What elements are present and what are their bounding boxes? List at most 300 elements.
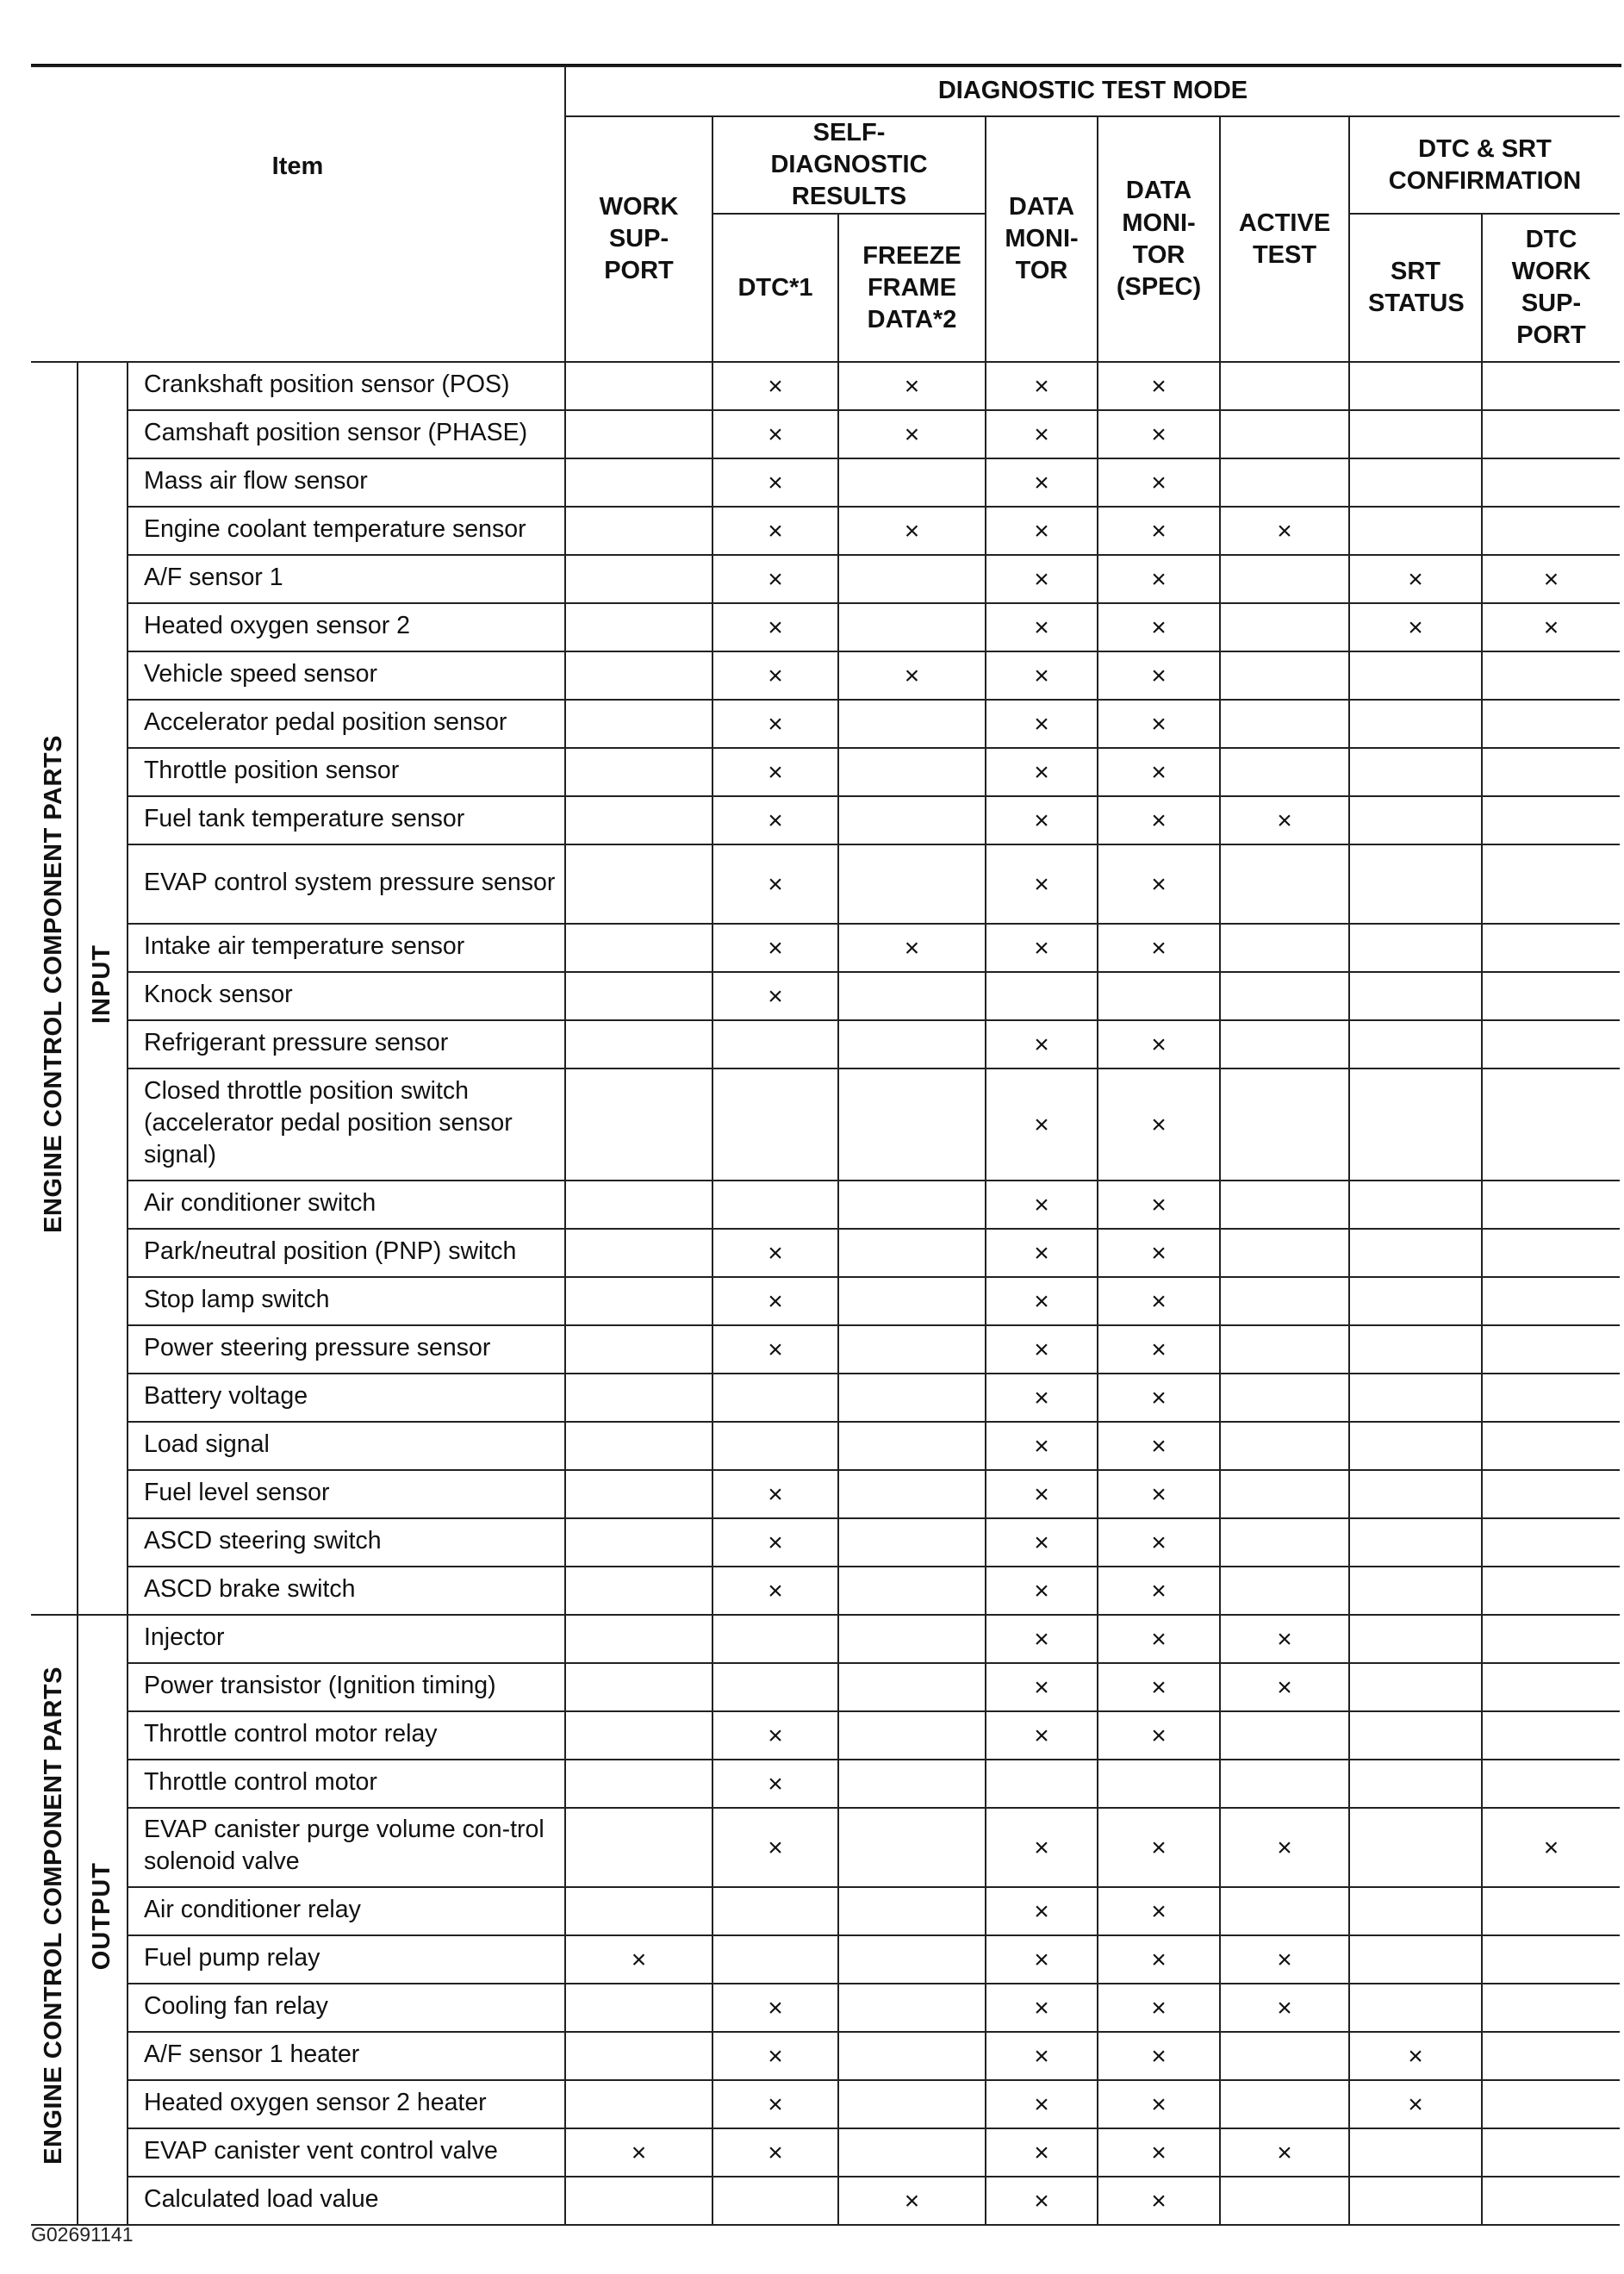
empty-cell <box>1349 2128 1482 2177</box>
check-mark: × <box>1349 2032 1482 2080</box>
item-name: Stop lamp switch <box>128 1277 565 1325</box>
header-data-monitor-spec: DATA MONI-TOR (SPEC) <box>1098 116 1220 362</box>
table-row <box>31 972 1620 1020</box>
empty-cell <box>1482 1760 1620 1808</box>
check-mark: × <box>1098 1422 1220 1470</box>
table-row <box>31 1663 1620 1711</box>
item-name: Fuel pump relay <box>128 1935 565 1984</box>
empty-cell <box>838 1422 986 1470</box>
empty-cell <box>565 1422 712 1470</box>
table-row <box>31 410 1620 458</box>
empty-cell <box>1349 1020 1482 1068</box>
check-mark: × <box>1098 1229 1220 1277</box>
empty-cell <box>838 1325 986 1374</box>
header-dtc: DTC*1 <box>712 214 838 362</box>
category-text: ENGINE CONTROL COMPONENT PARTS <box>39 1667 67 2165</box>
check-mark: × <box>712 700 838 748</box>
empty-cell <box>1349 1229 1482 1277</box>
check-mark: × <box>712 1277 838 1325</box>
check-mark: × <box>1220 1615 1349 1663</box>
empty-cell <box>1220 1567 1349 1615</box>
empty-cell <box>1349 700 1482 748</box>
check-mark: × <box>712 362 838 410</box>
empty-cell <box>565 1181 712 1229</box>
item-name: Crankshaft position sensor (POS) <box>128 362 565 410</box>
check-mark: × <box>1098 1663 1220 1711</box>
empty-cell <box>838 458 986 507</box>
empty-cell <box>838 1518 986 1567</box>
check-mark: × <box>712 1984 838 2032</box>
item-name: Power transistor (Ignition timing) <box>128 1663 565 1711</box>
empty-cell <box>1482 1887 1620 1935</box>
item-name: Engine coolant temperature sensor <box>128 507 565 555</box>
check-mark: × <box>712 1567 838 1615</box>
check-mark: × <box>986 2080 1098 2128</box>
check-mark: × <box>1098 1068 1220 1181</box>
check-mark: × <box>1349 603 1482 651</box>
empty-cell <box>565 2032 712 2080</box>
input-section <box>31 362 1620 1615</box>
empty-cell <box>986 1760 1098 1808</box>
check-mark: × <box>712 2032 838 2080</box>
empty-cell <box>838 1374 986 1422</box>
table-row <box>31 1229 1620 1277</box>
empty-cell <box>1349 1935 1482 1984</box>
table-row <box>31 1277 1620 1325</box>
empty-cell <box>565 362 712 410</box>
check-mark: × <box>986 2128 1098 2177</box>
item-name: Park/neutral position (PNP) switch <box>128 1229 565 1277</box>
diagnostic-table-container <box>31 65 1620 2226</box>
item-name: EVAP canister vent control valve <box>128 2128 565 2177</box>
table-row <box>31 1518 1620 1567</box>
empty-cell <box>1482 1374 1620 1422</box>
table-row <box>31 1068 1620 1181</box>
empty-cell <box>1349 924 1482 972</box>
check-mark: × <box>712 924 838 972</box>
check-mark: × <box>986 2177 1098 2225</box>
header-active-test: ACTIVE TEST <box>1220 116 1349 362</box>
empty-cell <box>838 1068 986 1181</box>
check-mark: × <box>1098 507 1220 555</box>
empty-cell <box>1482 651 1620 700</box>
empty-cell <box>1349 507 1482 555</box>
check-mark: × <box>1098 748 1220 796</box>
empty-cell <box>1220 2177 1349 2225</box>
empty-cell <box>565 1068 712 1181</box>
check-mark: × <box>1098 700 1220 748</box>
empty-cell <box>838 1020 986 1068</box>
table-row <box>31 924 1620 972</box>
check-mark: × <box>986 1567 1098 1615</box>
item-name: Vehicle speed sensor <box>128 651 565 700</box>
empty-cell <box>712 1887 838 1935</box>
check-mark: × <box>1098 1984 1220 2032</box>
check-mark: × <box>1098 1808 1220 1887</box>
empty-cell <box>565 1663 712 1711</box>
item-name: Cooling fan relay <box>128 1984 565 2032</box>
check-mark: × <box>712 1470 838 1518</box>
empty-cell <box>1349 1567 1482 1615</box>
item-name: Injector <box>128 1615 565 1663</box>
empty-cell <box>565 1887 712 1935</box>
empty-cell <box>1482 1935 1620 1984</box>
table-row <box>31 2032 1620 2080</box>
empty-cell <box>1482 924 1620 972</box>
empty-cell <box>1220 844 1349 924</box>
empty-cell <box>712 1020 838 1068</box>
table-header <box>31 66 1620 362</box>
header-freeze-frame-data: FREEZE FRAME DATA*2 <box>838 214 986 362</box>
empty-cell <box>1349 1422 1482 1470</box>
empty-cell <box>565 2080 712 2128</box>
empty-cell <box>1220 651 1349 700</box>
empty-cell <box>565 1808 712 1887</box>
check-mark: × <box>986 924 1098 972</box>
table-row <box>31 603 1620 651</box>
empty-cell <box>1349 748 1482 796</box>
item-name: Intake air temperature sensor <box>128 924 565 972</box>
check-mark: × <box>1220 1935 1349 1984</box>
empty-cell <box>1482 507 1620 555</box>
table-row <box>31 1711 1620 1760</box>
empty-cell <box>565 796 712 844</box>
check-mark: × <box>986 507 1098 555</box>
empty-cell <box>1220 362 1349 410</box>
empty-cell <box>1220 972 1349 1020</box>
check-mark: × <box>1098 410 1220 458</box>
check-mark: × <box>838 362 986 410</box>
item-name: Throttle position sensor <box>128 748 565 796</box>
empty-cell <box>1220 1181 1349 1229</box>
empty-cell <box>1220 748 1349 796</box>
empty-cell <box>1220 1422 1349 1470</box>
empty-cell <box>1220 924 1349 972</box>
check-mark: × <box>712 507 838 555</box>
empty-cell <box>1349 1887 1482 1935</box>
empty-cell <box>1482 1422 1620 1470</box>
check-mark: × <box>712 972 838 1020</box>
table-row <box>31 1615 1620 1663</box>
check-mark: × <box>1098 555 1220 603</box>
empty-cell <box>1098 1760 1220 1808</box>
empty-cell <box>565 1518 712 1567</box>
empty-cell <box>1482 1277 1620 1325</box>
check-mark: × <box>1098 1374 1220 1422</box>
check-mark: × <box>838 924 986 972</box>
check-mark: × <box>1220 1663 1349 1711</box>
subgroup-text: OUTPUT <box>88 1861 116 1970</box>
empty-cell <box>565 1711 712 1760</box>
check-mark: × <box>1220 796 1349 844</box>
empty-cell <box>1220 1374 1349 1422</box>
check-mark: × <box>986 700 1098 748</box>
check-mark: × <box>565 2128 712 2177</box>
header-self-diagnostic-results: SELF-DIAGNOSTIC RESULTS <box>712 116 986 214</box>
empty-cell <box>1349 1325 1482 1374</box>
empty-cell <box>838 2032 986 2080</box>
empty-cell <box>1482 1181 1620 1229</box>
subgroup-label-input <box>78 362 128 1615</box>
empty-cell <box>1349 458 1482 507</box>
table-row <box>31 700 1620 748</box>
empty-cell <box>712 1422 838 1470</box>
check-mark: × <box>1220 507 1349 555</box>
item-name: Air conditioner relay <box>128 1887 565 1935</box>
item-name: Fuel tank temperature sensor <box>128 796 565 844</box>
check-mark: × <box>712 796 838 844</box>
empty-cell <box>565 410 712 458</box>
empty-cell <box>565 748 712 796</box>
check-mark: × <box>838 2177 986 2225</box>
check-mark: × <box>986 651 1098 700</box>
header-dtc-work-support: DTC WORK SUP-PORT <box>1482 214 1620 362</box>
table-row <box>31 362 1620 410</box>
empty-cell <box>1482 972 1620 1020</box>
empty-cell <box>565 507 712 555</box>
empty-cell <box>1220 2080 1349 2128</box>
empty-cell <box>565 924 712 972</box>
item-name: Throttle control motor <box>128 1760 565 1808</box>
item-name: Battery voltage <box>128 1374 565 1422</box>
empty-cell <box>838 748 986 796</box>
empty-cell <box>1220 1229 1349 1277</box>
check-mark: × <box>1098 1887 1220 1935</box>
check-mark: × <box>986 1020 1098 1068</box>
empty-cell <box>712 1663 838 1711</box>
check-mark: × <box>712 410 838 458</box>
check-mark: × <box>1098 1935 1220 1984</box>
empty-cell <box>1349 1808 1482 1887</box>
empty-cell <box>565 1615 712 1663</box>
check-mark: × <box>838 651 986 700</box>
check-mark: × <box>986 2032 1098 2080</box>
check-mark: × <box>986 1470 1098 1518</box>
empty-cell <box>1482 700 1620 748</box>
table-row <box>31 2080 1620 2128</box>
empty-cell <box>1220 2032 1349 2080</box>
table-row <box>31 507 1620 555</box>
empty-cell <box>986 972 1098 1020</box>
check-mark: × <box>986 1615 1098 1663</box>
empty-cell <box>838 1567 986 1615</box>
empty-cell <box>838 1808 986 1887</box>
table-row <box>31 1374 1620 1422</box>
table-row <box>31 2177 1620 2225</box>
empty-cell <box>565 1020 712 1068</box>
header-diagnostic-test-mode: DIAGNOSTIC TEST MODE <box>565 66 1620 116</box>
item-name: Heated oxygen sensor 2 <box>128 603 565 651</box>
empty-cell <box>712 1935 838 1984</box>
empty-cell <box>838 603 986 651</box>
empty-cell <box>838 1984 986 2032</box>
figure-code: G02691141 <box>31 2223 134 2246</box>
empty-cell <box>1220 555 1349 603</box>
empty-cell <box>838 1470 986 1518</box>
empty-cell <box>1349 1181 1482 1229</box>
check-mark: × <box>712 844 838 924</box>
empty-cell <box>1482 2177 1620 2225</box>
empty-cell <box>1349 844 1482 924</box>
item-name: Throttle control motor relay <box>128 1711 565 1760</box>
header-work-support: WORK SUP-PORT <box>565 116 712 362</box>
check-mark: × <box>986 1984 1098 2032</box>
empty-cell <box>565 1984 712 2032</box>
check-mark: × <box>986 1887 1098 1935</box>
empty-cell <box>565 1229 712 1277</box>
check-mark: × <box>1098 2080 1220 2128</box>
empty-cell <box>565 1470 712 1518</box>
empty-cell <box>1482 1711 1620 1760</box>
check-mark: × <box>1220 1808 1349 1887</box>
check-mark: × <box>1098 1181 1220 1229</box>
table-row <box>31 1808 1620 1887</box>
table-row <box>31 2128 1620 2177</box>
check-mark: × <box>986 1374 1098 1422</box>
check-mark: × <box>712 603 838 651</box>
check-mark: × <box>1220 2128 1349 2177</box>
check-mark: × <box>712 2128 838 2177</box>
item-name: A/F sensor 1 <box>128 555 565 603</box>
table-row <box>31 796 1620 844</box>
item-name: Fuel level sensor <box>128 1470 565 1518</box>
empty-cell <box>1482 1615 1620 1663</box>
item-name: EVAP control system pressure sensor <box>128 844 565 924</box>
empty-cell <box>565 651 712 700</box>
item-name: Refrigerant pressure sensor <box>128 1020 565 1068</box>
empty-cell <box>1349 1277 1482 1325</box>
empty-cell <box>838 2080 986 2128</box>
check-mark: × <box>986 1518 1098 1567</box>
empty-cell <box>838 1711 986 1760</box>
empty-cell <box>1482 362 1620 410</box>
check-mark: × <box>1098 1567 1220 1615</box>
item-name: ASCD steering switch <box>128 1518 565 1567</box>
check-mark: × <box>1098 362 1220 410</box>
header-data-monitor: DATA MONI-TOR <box>986 116 1098 362</box>
check-mark: × <box>986 1663 1098 1711</box>
empty-cell <box>1482 1325 1620 1374</box>
empty-cell <box>1349 1760 1482 1808</box>
empty-cell <box>1482 796 1620 844</box>
check-mark: × <box>1098 2177 1220 2225</box>
check-mark: × <box>1098 603 1220 651</box>
empty-cell <box>1349 796 1482 844</box>
empty-cell <box>1220 410 1349 458</box>
item-name: Power steering pressure sensor <box>128 1325 565 1374</box>
header-item: Item <box>31 66 565 362</box>
check-mark: × <box>1098 1470 1220 1518</box>
empty-cell <box>1349 1068 1482 1181</box>
empty-cell <box>1482 2080 1620 2128</box>
check-mark: × <box>986 844 1098 924</box>
check-mark: × <box>838 410 986 458</box>
empty-cell <box>565 603 712 651</box>
header-srt-status: SRT STATUS <box>1349 214 1482 362</box>
item-name: Accelerator pedal position sensor <box>128 700 565 748</box>
header-dtc-srt-confirmation: DTC & SRT CONFIRMATION <box>1349 116 1620 214</box>
output-section <box>31 1615 1620 2225</box>
table-row <box>31 555 1620 603</box>
check-mark: × <box>712 1518 838 1567</box>
check-mark: × <box>986 1711 1098 1760</box>
check-mark: × <box>712 1808 838 1887</box>
empty-cell <box>1220 1277 1349 1325</box>
check-mark: × <box>712 1229 838 1277</box>
check-mark: × <box>1098 844 1220 924</box>
check-mark: × <box>1098 2128 1220 2177</box>
check-mark: × <box>986 362 1098 410</box>
empty-cell <box>838 1887 986 1935</box>
empty-cell <box>712 1615 838 1663</box>
empty-cell <box>838 844 986 924</box>
table-row <box>31 458 1620 507</box>
empty-cell <box>1482 1984 1620 2032</box>
item-name: Mass air flow sensor <box>128 458 565 507</box>
empty-cell <box>1220 1711 1349 1760</box>
empty-cell <box>565 458 712 507</box>
check-mark: × <box>1098 1020 1220 1068</box>
item-name: Heated oxygen sensor 2 heater <box>128 2080 565 2128</box>
empty-cell <box>1349 2177 1482 2225</box>
empty-cell <box>1220 603 1349 651</box>
subgroup-text: INPUT <box>88 944 116 1025</box>
empty-cell <box>838 1615 986 1663</box>
empty-cell <box>1482 458 1620 507</box>
empty-cell <box>1220 1020 1349 1068</box>
empty-cell <box>1349 1518 1482 1567</box>
empty-cell <box>1482 844 1620 924</box>
item-name: EVAP canister purge volume con-trol solenoid valve <box>128 1808 565 1887</box>
table-row <box>31 1470 1620 1518</box>
check-mark: × <box>1098 651 1220 700</box>
check-mark: × <box>1098 458 1220 507</box>
check-mark: × <box>1098 796 1220 844</box>
check-mark: × <box>986 1935 1098 1984</box>
empty-cell <box>565 1760 712 1808</box>
empty-cell <box>1482 1068 1620 1181</box>
item-name: Closed throttle position switch (accelerator pedal position sensor signal) <box>128 1068 565 1181</box>
empty-cell <box>838 555 986 603</box>
table-row <box>31 1935 1620 1984</box>
empty-cell <box>838 1663 986 1711</box>
empty-cell <box>1098 972 1220 1020</box>
empty-cell <box>565 555 712 603</box>
table-row <box>31 1760 1620 1808</box>
check-mark: × <box>986 603 1098 651</box>
empty-cell <box>1349 410 1482 458</box>
item-name: A/F sensor 1 heater <box>128 2032 565 2080</box>
item-name: Knock sensor <box>128 972 565 1020</box>
empty-cell <box>1220 1760 1349 1808</box>
diagnostic-mode-table <box>31 65 1620 2226</box>
item-name: Camshaft position sensor (PHASE) <box>128 410 565 458</box>
empty-cell <box>838 700 986 748</box>
empty-cell <box>1482 1663 1620 1711</box>
table-row <box>31 844 1620 924</box>
check-mark: × <box>712 748 838 796</box>
table-row <box>31 1325 1620 1374</box>
empty-cell <box>565 1277 712 1325</box>
empty-cell <box>1349 1711 1482 1760</box>
empty-cell <box>1220 700 1349 748</box>
check-mark: × <box>1098 2032 1220 2080</box>
check-mark: × <box>1482 555 1620 603</box>
table-row <box>31 1887 1620 1935</box>
empty-cell <box>838 1277 986 1325</box>
empty-cell <box>1482 410 1620 458</box>
table-row <box>31 1984 1620 2032</box>
